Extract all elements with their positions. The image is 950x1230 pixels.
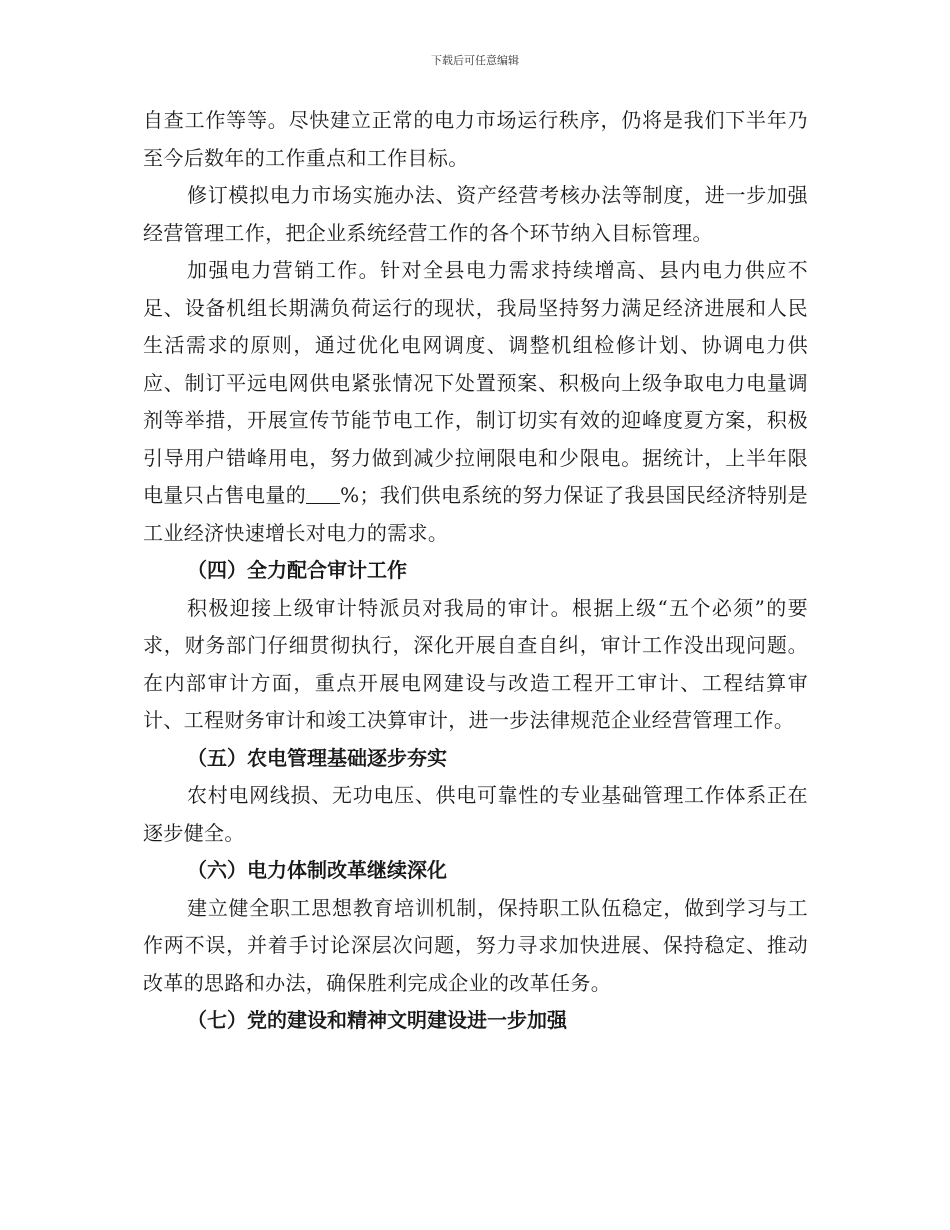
paragraph-reform: 建立健全职工思想教育培训机制，保持职工队伍稳定，做到学习与工作两不误，并着手讨论深层次问题，努力寻求加快进展、保持稳定、推动改革的思路和办法，确保胜利完成企业的改革任务。 (143, 895, 808, 995)
paragraph-power-marketing-text-1: 加强电力营销工作。针对全县电力需求持续增高、县内电力供应不足、设备机组长期满负荷运行的现状，我局坚持努力满足经济进展和人民生活需求的原则，通过优化电网调度、调整机组检修计划、协调电力供应、制订平远电网供电紧张情况下处置预案、积极向上级争取电力电量调剂等举措，开展宣传节能节电工作，制订切实有效的迎峰度夏方案，积极引导用户错峰用电，努力做到减少拉闸限电和少限电。据统计，上半年限电量只占售电量的 (143, 258, 808, 507)
paragraph-market-rules: 修订模拟电力市场实施办法、资产经营考核办法等制度，进一步加强经营管理工作，把企业系统经营工作的各个环节纳入目标管理。 (143, 183, 808, 245)
page-header: 下载后可任意编辑 (431, 54, 519, 67)
section-heading-rural-power: （五）农电管理基础逐步夯实 (187, 745, 447, 770)
section-heading-reform: （六）电力体制改革继续深化 (187, 858, 447, 882)
paragraph-power-marketing (143, 252, 808, 552)
document-body (143, 102, 808, 1040)
section-heading-party-building: （七）党的建设和精神文明建设进一步加强 (187, 1008, 567, 1032)
paragraph-rural-power: 农村电网线损、无功电压、供电可靠性的专业基础管理工作体系正在逐步健全。 (143, 783, 808, 845)
paragraph-power-marketing-text-2: %；我们供电系统的努力保证了我县国民经济特别是工业经济快速增长对电力的需求。 (143, 483, 808, 545)
fill-in-blank (306, 483, 340, 504)
paragraph-continuation: 自查工作等等。尽快建立正常的电力市场运行秩序，仍将是我们下半年乃至今后数年的工作重点和工作目标。 (143, 108, 808, 170)
section-heading-audit: （四）全力配合审计工作 (187, 558, 407, 582)
paragraph-audit: 积极迎接上级审计特派员对我局的审计。根据上级“五个必须”的要求，财务部门仔细贯彻执行，深化开展自查自纠，审计工作没出现问题。在内部审计方面，重点开展电网建设与改造工程开工审计、工程结算审计、工程财务审计和竣工决算审计，进一步法律规范企业经营管理工作。 (143, 595, 808, 732)
